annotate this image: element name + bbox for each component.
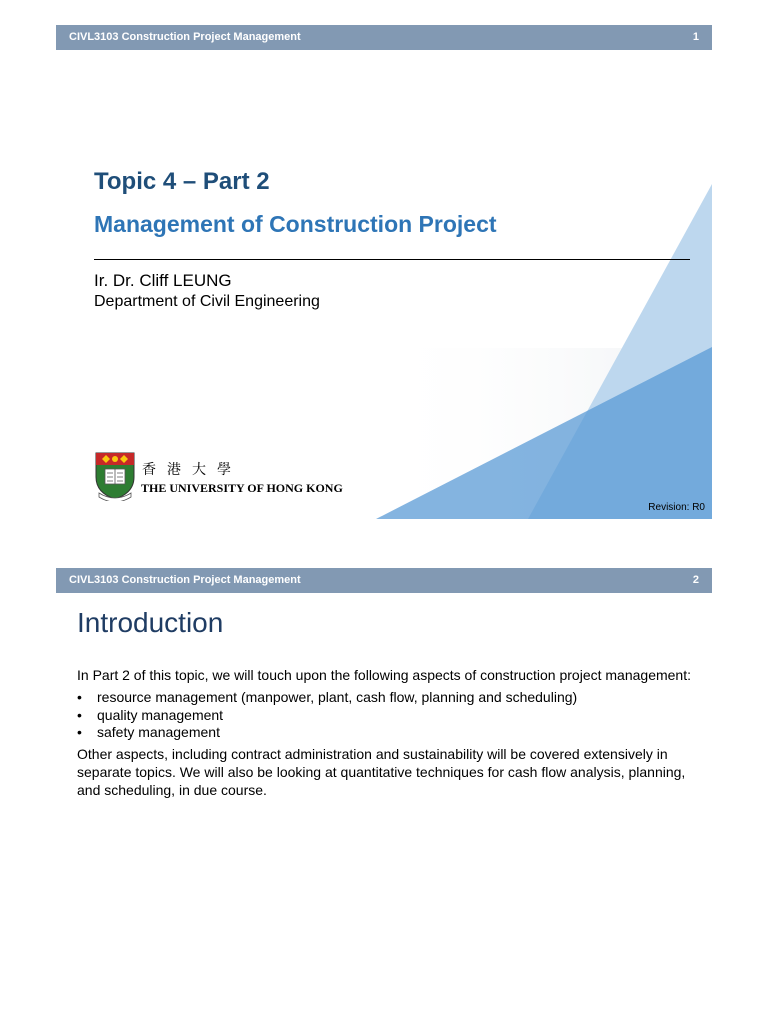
course-title: CIVL3103 Construction Project Management [69,31,301,43]
university-name-english: THE UNIVERSITY OF HONG KONG [141,481,343,495]
slide-number: 2 [692,574,699,586]
intro-paragraph: In Part 2 of this topic, we will touch upon the following aspects of construction project management: [77,667,691,683]
introduction-slide [56,568,712,898]
university-name-chinese: 香港大學 [142,462,242,478]
closing-paragraph: Other aspects, including contract administration and sustainability will be covered extensively in separate topics. We will also be looking at quantitative techniques for cash flow analysis, planning, and scheduling, in due course. [77,745,686,798]
hku-crest-icon [93,451,137,501]
course-title: CIVL3103 Construction Project Management [69,574,301,586]
slide-heading: Introduction [77,607,224,638]
author-name: Ir. Dr. Cliff LEUNG [94,271,232,290]
list-item [77,707,702,725]
slide-body [77,666,702,799]
title-divider [94,259,690,260]
aspects-list [77,689,702,742]
bullet-icon: • [77,689,82,705]
list-item-text: quality management [97,706,224,723]
slide-header [56,25,712,50]
topic-title: Topic 4 – Part 2 [94,168,270,195]
bullet-icon: • [77,724,82,740]
list-item [77,724,702,742]
slide-title: Management of Construction Project [94,211,497,237]
department-name: Department of Civil Engineering [94,293,320,310]
list-item-text: safety management [97,724,220,740]
list-item-text: resource management (manpower, plant, cash flow, planning and scheduling) [97,689,578,705]
title-slide [56,25,712,519]
bullet-icon: • [77,706,82,723]
list-item [77,689,702,707]
slide-header [56,568,712,593]
slide-number: 1 [692,31,699,43]
revision-label: Revision: R0 [648,502,705,513]
